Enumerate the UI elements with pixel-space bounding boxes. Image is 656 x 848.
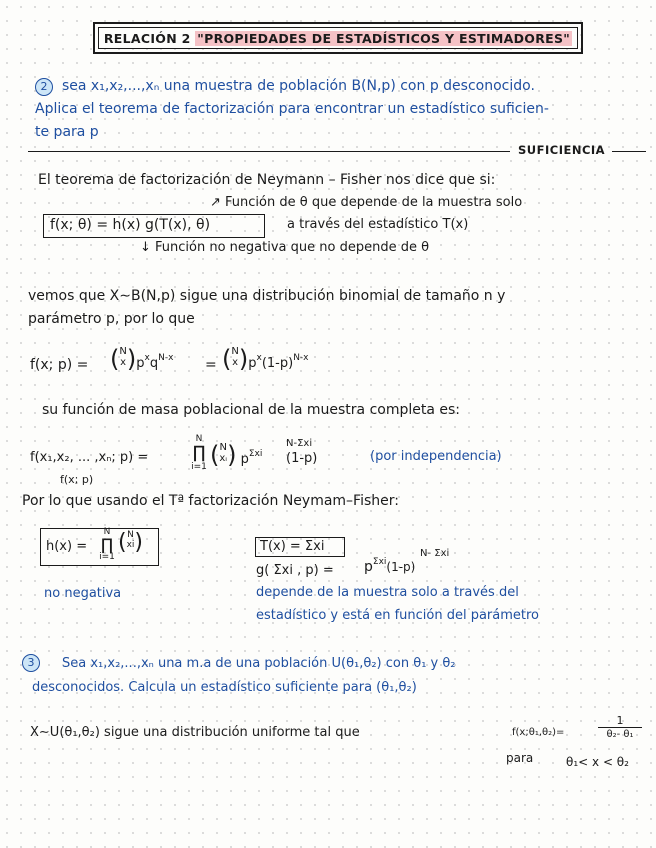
exercise-3-line2: desconocidos. Calcula un estadístico suficiente para (θ₁,θ₂) xyxy=(32,680,417,695)
T-note1: depende de la muestra solo a través del xyxy=(256,585,519,600)
joint-tail: (1-p) xyxy=(286,451,318,466)
T-formula: T(x) = Σxi xyxy=(260,539,325,554)
title-highlighted: "PROPIEDADES DE ESTADÍSTICOS Y ESTIMADORES" xyxy=(197,31,571,46)
g-tail-exp: N- Σxi xyxy=(420,548,450,559)
joint-binom-top: N xyxy=(219,442,227,453)
h-product xyxy=(99,528,115,562)
h-binom-top: N xyxy=(127,530,134,540)
h-note: no negativa xyxy=(44,586,122,601)
pmf-binom2-bot: x xyxy=(232,357,239,368)
factorization-formula: f(x; θ) = h(x) g(T(x), θ) xyxy=(50,217,211,233)
h-prod-symbol: ∏ xyxy=(100,535,114,554)
pmf-binom2-top: N xyxy=(231,346,239,357)
theorem-intro: El teorema de factorización de Neymann – Fisher nos dice que si: xyxy=(38,172,496,188)
uniform-fraction xyxy=(598,714,642,742)
joint-prod-top: N xyxy=(195,434,203,444)
joint-product xyxy=(190,434,208,472)
pmf-q: q xyxy=(149,356,159,371)
joint-prod-symbol: ∏ xyxy=(192,443,206,463)
T-note2: estadístico y está en función del parámetro xyxy=(256,608,540,623)
joint-under: f(x; p) xyxy=(60,473,94,486)
exercise-2-line2: Aplica el teorema de factorización para encontrar un estadístico suficien- xyxy=(35,101,549,117)
exercise-3-line1: Sea x₁,x₂,...,xₙ una m.a de una población U(θ₁,θ₂) con θ₁ y θ₂ xyxy=(62,656,456,671)
mass-intro: su función de masa poblacional de la muestra completa es: xyxy=(42,402,461,418)
uniform-num: 1 xyxy=(616,714,624,727)
section-label: SUFICIENCIA xyxy=(518,143,606,157)
pmf-term2: (N $x)p^x(1-p)^{N-x}$ xyxy=(222,345,309,373)
section-divider-right xyxy=(612,151,646,152)
h-lhs: h(x) = xyxy=(46,539,88,554)
joint-note: (por independencia) xyxy=(370,449,502,464)
pmf-q-exp: N-x xyxy=(158,353,174,363)
by-theorem: Por lo que usando el Tª factorización Neymam–Fisher: xyxy=(22,493,399,509)
h-binom: (N xi) xyxy=(118,530,144,555)
pmf-binom-bot: x xyxy=(120,357,127,368)
g-tail: (1-p) xyxy=(386,560,416,574)
binomial-line1: vemos que X∼B(N,p) sigue una distribución binomial de tamaño n y xyxy=(28,288,506,304)
pmf-paren-close: ) xyxy=(126,345,137,373)
title-prefix: RELACIÓN 2 xyxy=(103,31,191,46)
page-title xyxy=(98,27,578,49)
joint-lhs: f(x₁,x₂, ... ,xₙ; p) = xyxy=(30,450,149,465)
pmf-p: p xyxy=(136,356,145,371)
g-p-exp: Σxi xyxy=(372,557,387,567)
uniform-text: X∼U(θ₁,θ₂) sigue una distribución uniforme tal que xyxy=(30,725,360,740)
pmf-p2: p xyxy=(248,356,257,371)
h-binom-bot: xi xyxy=(126,540,135,550)
title-box xyxy=(93,22,583,54)
theorem-via: a través del estadístico T(x) xyxy=(287,217,469,232)
pmf-tail: (1-p) xyxy=(261,356,294,371)
h-prod-top: N xyxy=(103,527,111,537)
section-divider-left xyxy=(28,151,510,152)
joint-tail-exp: N-Σxi xyxy=(286,438,313,449)
pmf-paren-open: ( xyxy=(110,345,120,373)
pmf-p2-exp: x xyxy=(256,353,262,363)
theorem-arrow-bottom: ↓ Función no negativa que no depende de θ xyxy=(140,240,430,255)
joint-p-exp: Σxi xyxy=(248,449,263,459)
exercise-2-line3: te para p xyxy=(35,124,99,140)
g-rhs xyxy=(364,557,415,575)
exercise-3-number: 3 xyxy=(22,654,40,672)
pmf-tail-exp: N-x xyxy=(293,353,309,363)
pmf-term1 xyxy=(110,345,173,373)
binomial-line2: parámetro p, por lo que xyxy=(28,311,195,327)
exercise-2-number: 2 xyxy=(35,78,53,96)
uniform-range: θ₁< x < θ₂ xyxy=(566,755,629,769)
exercise-2-line1: sea x₁,x₂,...,xₙ una muestra de población B(N,p) con p desconocido. xyxy=(62,78,535,94)
joint-p: p xyxy=(240,452,249,467)
g-lhs: g( Σxi , p) = xyxy=(256,563,334,578)
uniform-para: para xyxy=(506,751,534,765)
g-p: p xyxy=(364,559,373,575)
joint-binom-bot: xᵢ xyxy=(219,453,228,464)
pmf-mid: = xyxy=(205,357,217,373)
pmf-p-exp: x xyxy=(144,353,150,363)
uniform-f-lhs: f(x;θ₁,θ₂)= xyxy=(512,727,565,738)
uniform-den: θ₂- θ₁ xyxy=(598,727,642,742)
joint-prod-bot: i=1 xyxy=(191,462,207,472)
h-prod-bot: i=1 xyxy=(99,552,115,562)
pmf-lhs: f(x; p) = xyxy=(30,357,89,373)
pmf-binom-top: N xyxy=(119,346,127,357)
theorem-arrow-top: ↗ Función de θ que depende de la muestra solo xyxy=(210,195,523,210)
joint-term: (N xᵢ) $p^{\Sigma xi}$ xyxy=(210,441,263,469)
